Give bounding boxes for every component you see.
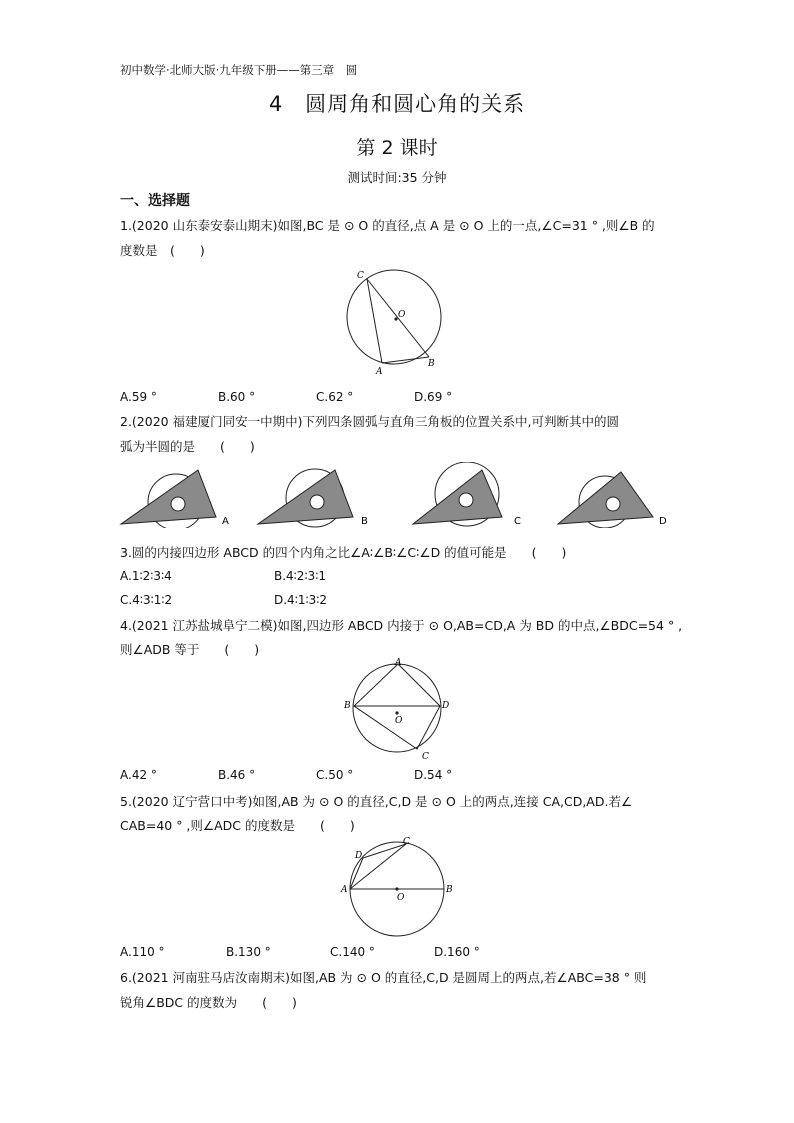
- q1-text-line2: 度数是 ( ): [120, 243, 205, 258]
- q5-text-line2: CAB=40 ° ,则∠ADC 的度数是 ( ): [120, 818, 355, 833]
- q2-text-line1: 2.(2020 福建厦门同安一中期中)下列四条圆弧与直角三角板的位置关系中,可判断其中的圆: [120, 414, 619, 429]
- q4-label-o: O: [395, 716, 403, 726]
- q4-label-d: D: [442, 701, 450, 711]
- q4-label-c: C: [422, 752, 429, 762]
- q2-figure-c: [410, 462, 530, 528]
- q3-text-line1: 3.圆的内接四边形 ABCD 的四个内角之比∠A∶∠B∶∠C∶∠D 的值可能是 ( ): [120, 545, 567, 560]
- q2-figure-b: [255, 462, 375, 528]
- q4-center-dot: [395, 711, 398, 714]
- q4-text-line2: 则∠ADB 等于 ( ): [120, 642, 260, 657]
- q3-option-a: A.1∶2∶3∶4: [120, 569, 172, 583]
- q3-option-d: D.4∶1∶3∶2: [274, 593, 327, 607]
- q2-label-b: B: [361, 516, 368, 527]
- q2-figure-d: [555, 462, 675, 528]
- q1-option-b: B.60 °: [218, 390, 256, 404]
- q4-circle: [353, 664, 441, 752]
- q4-label-b: B: [344, 701, 351, 711]
- q5-option-b: B.130 °: [226, 945, 271, 959]
- q4-option-d: D.54 °: [414, 768, 453, 782]
- q5-label-o: O: [397, 893, 405, 903]
- q2-figure-a: [118, 462, 238, 528]
- q5-label-a: A: [341, 885, 348, 895]
- q2-text-line2: 弧为半圆的是 ( ): [120, 439, 255, 454]
- q3-option-b: B.4∶2∶3∶1: [274, 569, 326, 583]
- lesson-title: 4 圆周角和圆心角的关系: [268, 92, 526, 116]
- q4-option-c: C.50 °: [316, 768, 354, 782]
- q5-figure: [340, 836, 460, 944]
- q4-option-b: B.46 °: [218, 768, 256, 782]
- page-header: 初中数学·北师大版·九年级下册——第三章 圆: [120, 63, 358, 77]
- q1-option-c: C.62 °: [316, 390, 354, 404]
- q4-text-line1: 4.(2021 江苏盐城阜宁二模)如图,四边形 ABCD 内接于 ⊙ O,AB=CD,A 为 BD 的中点,∠BDC=54 ° ,: [120, 618, 683, 633]
- q6-text-line2: 锐角∠BDC 的度数为 ( ): [120, 995, 297, 1010]
- q5-label-b: B: [446, 885, 453, 895]
- q5-option-c: C.140 °: [330, 945, 375, 959]
- q1-label-c: C: [357, 271, 364, 281]
- section-heading: 一、选择题: [120, 193, 190, 209]
- test-time: 测试时间:35 分钟: [347, 170, 447, 185]
- q4-figure: [340, 655, 456, 765]
- q1-figure: [340, 265, 450, 377]
- q2-label-c: C: [514, 516, 521, 527]
- q3-option-c: C.4∶3∶1∶2: [120, 593, 173, 607]
- q5-center-dot: [395, 887, 398, 890]
- q1-option-a: A.59 °: [120, 390, 157, 404]
- q1-label-b: B: [428, 359, 435, 369]
- q1-option-d: D.69 °: [414, 390, 453, 404]
- q4-label-a: A: [395, 658, 402, 668]
- q1-chord-ca: [367, 279, 382, 363]
- q2-label-a: A: [222, 516, 229, 527]
- q2-label-d: D: [659, 516, 667, 527]
- q5-text-line1: 5.(2020 辽宁营口中考)如图,AB 为 ⊙ O 的直径,C,D 是 ⊙ O 上的两点,连接 CA,CD,AD.若∠: [120, 794, 633, 809]
- q5-option-d: D.160 °: [434, 945, 480, 959]
- q5-label-d: D: [355, 851, 363, 861]
- q1-circle: [347, 270, 441, 364]
- lesson-subtitle: 第 2 课时: [356, 137, 438, 159]
- q1-text-line1: 1.(2020 山东泰安泰山期末)如图,BC 是 ⊙ O 的直径,点 A 是 ⊙ O 上的一点,∠C=31 ° ,则∠B 的: [120, 218, 655, 233]
- q1-label-o: O: [398, 310, 406, 320]
- q6-text-line1: 6.(2021 河南驻马店汝南期末)如图,AB 为 ⊙ O 的直径,C,D 是圆周上的两点,若∠ABC=38 ° 则: [120, 970, 647, 985]
- q1-label-a: A: [376, 367, 383, 377]
- q4-option-a: A.42 °: [120, 768, 157, 782]
- q5-label-c: C: [403, 837, 410, 847]
- q5-option-a: A.110 °: [120, 945, 165, 959]
